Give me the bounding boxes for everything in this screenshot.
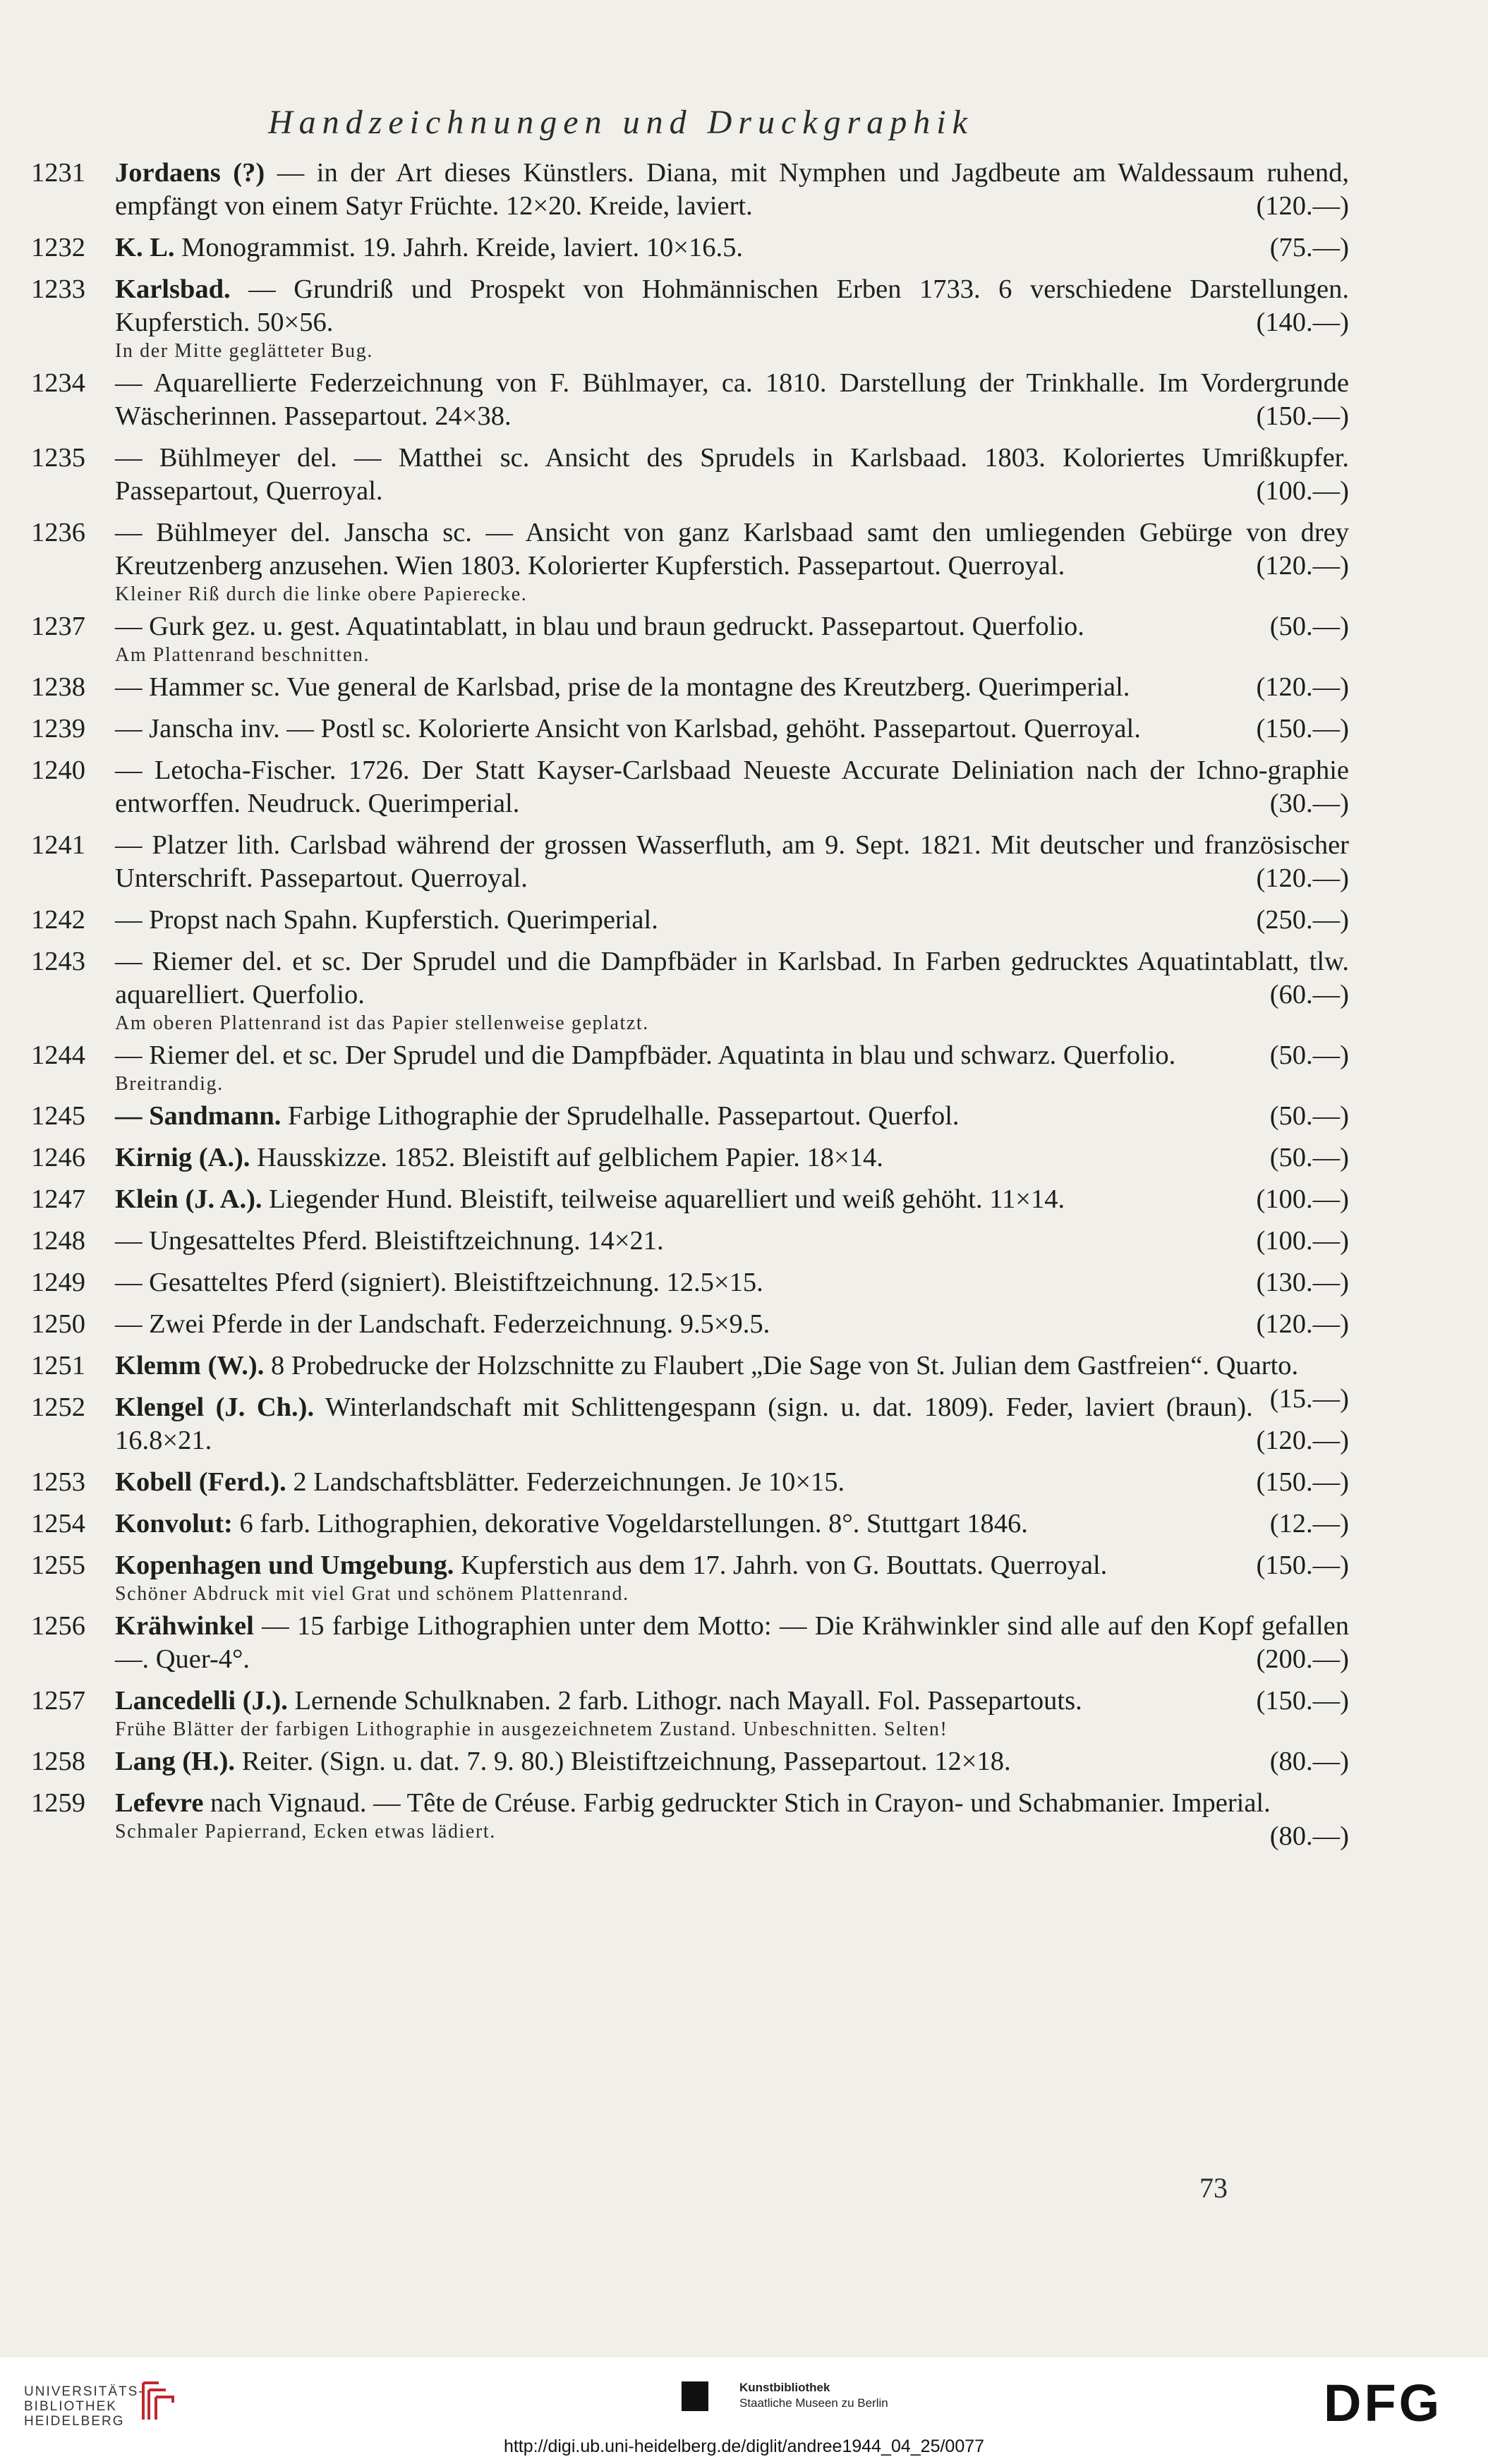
catalog-entry [0,829,1488,895]
entry-description [115,754,1349,820]
entry-text: — Bühlmeyer del. Janscha sc. — Ansicht von ganz Karlsbaad samt den umliegenden Gebürge von drey Kreutzenberg anzusehen. Wien 1803. Kolorierter Kupferstich. Passepartout. Querroyal. [115,518,1349,581]
entry-text: — Bühlmeyer del. — Matthei sc. Ansicht des Sprudels in Karlsbaad. 1803. Koloriertes Umrißkupfer. Passepartout, Querroyal. [115,443,1349,506]
catalog-entry [0,1141,1488,1175]
entry-number: 1253 [31,1467,85,1497]
entry-number: 1249 [31,1268,85,1297]
kunstbibliothek-credit [739,2380,888,2411]
entry-number: 1247 [31,1184,85,1214]
entry-description [115,1549,1349,1582]
estimate-price: (50.—) [1269,612,1349,641]
estimate-price: (15.—) [1269,1384,1349,1414]
estimate-price: (120.—) [1256,672,1349,702]
catalog-entry [0,367,1488,433]
estimate-price: (50.—) [1269,1040,1349,1070]
entry-description [115,516,1349,583]
entry-number: 1257 [31,1686,85,1716]
entry-description [115,273,1349,339]
entry-text: — Aquarellierte Federzeichnung von F. Bühlmayer, ca. 1810. Darstellung der Trinkhalle. Im Vordergrunde Wäscherinnen. Passepartout. 24×38. [115,368,1349,431]
entry-text: — Letocha-Fischer. 1726. Der Statt Kayser-Carlsbaad Neueste Accurate Deliniation nach der Ichno-graphie entworffen. Neudruck. Querimperial. [115,755,1349,818]
catalog-entry [0,754,1488,820]
entry-number: 1240 [31,755,85,785]
entry-text: — Gurk gez. u. gest. Aquatintablatt, in blau und braun gedruckt. Passepartout. Querfolio. [115,612,1084,641]
entry-text: — Propst nach Spahn. Kupferstich. Querimperial. [115,905,658,935]
estimate-price: (50.—) [1269,1143,1349,1172]
catalog-entry [0,1466,1488,1499]
estimate-price: (200.—) [1256,1644,1349,1674]
condition-note: Am oberen Plattenrand ist das Papier stellenweise geplatzt. [115,1012,649,1034]
catalog-entry [0,1610,1488,1676]
entry-description [115,367,1349,433]
artist-name: Konvolut: [115,1509,233,1539]
entry-text: — Grundriß und Prospekt von Hohmännischen Erben 1733. 6 verschiedene Darstellungen. Kupferstich. 50×56. [115,274,1350,337]
museum-name: Staatliche Museen zu Berlin [739,2396,888,2410]
condition-note: Frühe Blätter der farbigen Lithographie in ausgezeichnetem Zustand. Unbeschnitten. Selten! [115,1718,948,1740]
entry-number: 1245 [31,1101,85,1131]
catalog-entry [0,157,1488,223]
estimate-price: (30.—) [1269,789,1349,818]
entry-description [115,1507,1349,1541]
entry-description [115,231,1349,265]
entry-number: 1234 [31,368,85,398]
entry-text: — Zwei Pferde in der Landschaft. Federzeichnung. 9.5×9.5. [115,1309,770,1339]
heidelberg-library-logo-icon [138,2379,180,2424]
estimate-price: (50.—) [1269,1101,1349,1131]
catalog-entry [0,1183,1488,1216]
entry-text: nach Vignaud. — Tête de Créuse. Farbig gedruckter Stich in Crayon- und Schabmanier. Imperial. [210,1788,1271,1818]
entry-description [115,610,1349,643]
estimate-price: (250.—) [1256,905,1349,935]
catalog-entry [0,1391,1488,1457]
estimate-price: (150.—) [1256,401,1349,431]
entry-description [115,1183,1349,1216]
entry-description [115,1266,1349,1299]
estimate-price: (130.—) [1256,1268,1349,1297]
entry-text: 6 farb. Lithographien, dekorative Vogeldarstellungen. 8°. Stuttgart 1846. [239,1509,1028,1539]
estimate-price: (120.—) [1256,863,1349,893]
dfg-logo: DFG [1324,2374,1443,2432]
entry-description [115,671,1349,704]
entry-number: 1238 [31,672,85,702]
catalog-entries [0,157,1488,1853]
catalog-entry [0,273,1488,363]
estimate-price: (150.—) [1256,1550,1349,1580]
entry-number: 1237 [31,612,85,641]
entry-number: 1235 [31,443,85,473]
entry-text: Farbige Lithographie der Sprudelhalle. Passepartout. Querfol. [288,1101,960,1131]
entry-text: Winterlandschaft mit Schlittengespann (sign. u. dat. 1809). Feder, laviert (braun). 16.8×21. [115,1392,1253,1455]
entry-number: 1242 [31,905,85,935]
estimate-price: (100.—) [1256,1184,1349,1214]
entry-description [115,1685,1349,1718]
entry-text: Liegender Hund. Bleistift, teilweise aquarelliert und weiß gehöht. 11×14. [269,1184,1065,1214]
entry-number: 1254 [31,1509,85,1539]
source-url[interactable]: http://digi.ub.uni-heidelberg.de/diglit/andree1944_04_25/0077 [503,2436,985,2456]
entry-number: 1231 [31,158,85,188]
entry-number: 1236 [31,518,85,547]
catalog-entry [0,610,1488,667]
artist-name: Jordaens (?) [115,158,265,188]
catalog-entry [0,1745,1488,1778]
entry-text: 8 Probedrucke der Holzschnitte zu Flaubert „Die Sage von St. Julian dem Gastfreien“. Quarto. [270,1351,1299,1380]
catalog-entry [0,516,1488,606]
entry-description [115,829,1349,895]
entry-description [115,157,1349,223]
artist-name: Kirnig (A.). [115,1143,250,1172]
kunstbibliothek-name: Kunstbibliothek [739,2381,830,2394]
entry-number: 1232 [31,233,85,262]
digitization-footer [0,2357,1488,2464]
entry-number: 1239 [31,714,85,744]
entry-number: 1259 [31,1788,85,1818]
artist-name: Karlsbad. [115,274,231,304]
catalog-entry [0,1507,1488,1541]
estimate-price: (140.—) [1256,308,1349,337]
entry-number: 1255 [31,1550,85,1580]
estimate-price: (80.—) [1269,1821,1349,1851]
entry-description [115,904,1349,937]
entry-description [115,1745,1349,1778]
library-name: UNIVERSITÄTS- BIBLIOTHEK HEIDELBERG [24,2384,145,2429]
entry-text: — Riemer del. et sc. Der Sprudel und die Dampfbäder. Aquatinta in blau und schwarz. Querfolio. [115,1040,1176,1070]
estimate-price: (60.—) [1269,980,1349,1009]
kunstbibliothek-logo-icon [682,2381,708,2411]
catalog-entry [0,1225,1488,1258]
estimate-price: (12.—) [1269,1509,1349,1539]
catalog-entry [0,945,1488,1035]
catalog-entry [0,442,1488,508]
entry-number: 1243 [31,947,85,976]
estimate-price: (120.—) [1256,1309,1349,1339]
entry-text: — Riemer del. et sc. Der Sprudel und die Dampfbäder in Karlsbad. In Farben gedrucktes Aquatintablatt, tlw. aquarelliert. Querfolio. [115,947,1349,1009]
page-number: 73 [1199,2172,1228,2204]
entry-text: — Janscha inv. — Postl sc. Kolorierte Ansicht von Karlsbad, gehöht. Passepartout. Querroyal. [115,714,1141,744]
condition-note: Schmaler Papierrand, Ecken etwas lädiert. [115,1821,496,1843]
entry-number: 1250 [31,1309,85,1339]
catalog-entry [0,1549,1488,1606]
catalog-entry [0,1266,1488,1299]
catalog-entry [0,904,1488,937]
entry-description [115,1141,1349,1175]
catalog-entry [0,671,1488,704]
entry-number: 1256 [31,1611,85,1641]
entry-description [115,1391,1349,1457]
estimate-price: (120.—) [1256,1426,1349,1455]
estimate-price: (150.—) [1256,1686,1349,1716]
estimate-price: (120.—) [1256,551,1349,581]
entry-description [115,1225,1349,1258]
entry-description [115,1308,1349,1341]
artist-name: Lang (H.). [115,1747,236,1776]
entry-text: — Hammer sc. Vue general de Karlsbad, prise de la montagne des Kreutzberg. Querimperial. [115,672,1130,702]
entry-description [115,1039,1349,1072]
condition-note: Breitrandig. [115,1073,224,1095]
estimate-price: (100.—) [1256,1226,1349,1256]
estimate-price: (80.—) [1269,1747,1349,1776]
estimate-price: (120.—) [1256,191,1349,221]
entry-description [115,712,1349,746]
artist-name: K. L. [115,233,175,262]
condition-note: Am Plattenrand beschnitten. [115,644,370,666]
entry-description [115,1610,1349,1676]
entry-number: 1251 [31,1351,85,1380]
catalog-entry [0,1039,1488,1096]
catalog-entry [0,712,1488,746]
artist-name: Krähwinkel [115,1611,254,1641]
entry-text: Kupferstich aus dem 17. Jahrh. von G. Bouttats. Querroyal. [460,1550,1108,1580]
entry-number: 1248 [31,1226,85,1256]
entry-text: — Gesatteltes Pferd (signiert). Bleistiftzeichnung. 12.5×15. [115,1268,763,1297]
catalog-entry [0,231,1488,265]
entry-number: 1241 [31,830,85,860]
entry-text: 2 Landschaftsblätter. Federzeichnungen. Je 10×15. [293,1467,845,1497]
entry-number: 1233 [31,274,85,304]
catalog-entry [0,1100,1488,1133]
entry-number: 1258 [31,1747,85,1776]
artist-name: Klein (J. A.). [115,1184,262,1214]
artist-name: Kopenhagen und Umgebung. [115,1550,454,1580]
entry-number: 1252 [31,1392,85,1422]
entry-text: — Ungesatteltes Pferd. Bleistiftzeichnung. 14×21. [115,1226,664,1256]
artist-name: Klengel (J. Ch.). [115,1392,315,1422]
artist-name: Kobell (Ferd.). [115,1467,286,1497]
estimate-price: (75.—) [1269,233,1349,262]
entry-text: Hausskizze. 1852. Bleistift auf gelblichem Papier. 18×14. [257,1143,883,1172]
entry-text: — 15 farbige Lithographien unter dem Motto: — Die Krähwinkler sind alle auf den Kopf gefallen —. Quer-4°. [115,1611,1350,1674]
artist-name: — Sandmann. [115,1101,282,1131]
estimate-price: (150.—) [1256,1467,1349,1497]
catalog-entry [0,1308,1488,1341]
running-header: Handzeichnungen und Druckgraphik [268,104,974,141]
estimate-price: (150.—) [1256,714,1349,744]
entry-description [115,442,1349,508]
entry-text: Monogrammist. 19. Jahrh. Kreide, laviert. 10×16.5. [181,233,743,262]
condition-note: Kleiner Riß durch die linke obere Papierecke. [115,583,528,605]
condition-note: In der Mitte geglätteter Bug. [115,340,373,362]
estimate-price: (100.—) [1256,476,1349,506]
catalog-entry [0,1685,1488,1741]
artist-name: Lancedelli (J.). [115,1686,288,1716]
entry-text: — in der Art dieses Künstlers. Diana, mit Nymphen und Jagdbeute am Waldessaum ruhend, empfängt von einem Satyr Früchte. 12×20. Kreide, laviert. [115,158,1350,221]
entry-number: 1244 [31,1040,85,1070]
artist-name: Lefevre [115,1788,204,1818]
entry-description [115,1100,1349,1133]
entry-text: Reiter. (Sign. u. dat. 7. 9. 80.) Bleistiftzeichnung, Passepartout. 12×18. [241,1747,1011,1776]
entry-text: Lernende Schulknaben. 2 farb. Lithogr. nach Mayall. Fol. Passepartouts. [294,1686,1082,1716]
entry-text: — Platzer lith. Carlsbad während der grossen Wasserfluth, am 9. Sept. 1821. Mit deutscher und französischer Unterschrift. Passepartout. Querroyal. [115,830,1349,893]
condition-note: Schöner Abdruck mit viel Grat und schönem Plattenrand. [115,1583,629,1605]
catalog-entry [0,1787,1488,1851]
entry-number: 1246 [31,1143,85,1172]
entry-description [115,945,1349,1012]
artist-name: Klemm (W.). [115,1351,265,1380]
entry-description [115,1466,1349,1499]
